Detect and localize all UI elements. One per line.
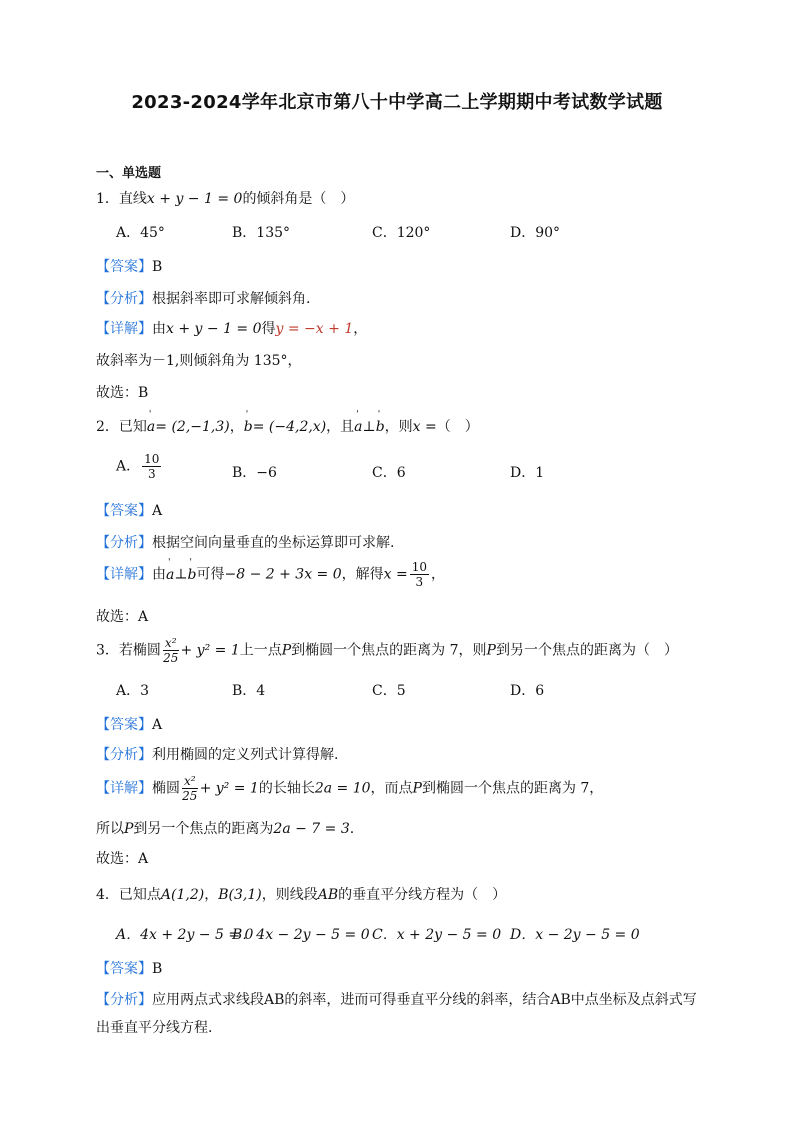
question-number: 1． [96, 191, 119, 207]
q4-option-c: C．x + 2y − 5 = 0 [372, 927, 502, 943]
q2-option-d: D．1 [510, 465, 545, 481]
q1-option-b: B．135° [232, 225, 291, 241]
question-number: 2． [96, 419, 119, 435]
q1-option-c: C．120° [372, 225, 431, 241]
q2-option-b: B．−6 [232, 465, 277, 481]
q4-option-b: B．4x − 2y − 5 = 0 [232, 927, 370, 943]
question-3-stem: 3．若椭圆 $\frac{\text{x²}}{25}$ + y² = 1上一点P到椭圆一个焦点的距离为 7，则P到另一个焦点的距离为（ ） [96, 636, 678, 665]
q1-detail: 【详解】由x + y − 1 = 0得y = −x + 1， [96, 321, 368, 337]
q4-option-a: A．4x + 2y − 5 = 0 [116, 927, 254, 943]
q2-analysis: 【分析】根据空间向量垂直的坐标运算即可求解. [96, 535, 395, 551]
q3-option-d: D．6 [510, 683, 545, 699]
question-number: 4． [96, 887, 119, 903]
q2-option-a: A． $\frac{10}{3}$ [116, 452, 160, 481]
q2-option-c: C．6 [372, 465, 406, 481]
document-title: 2023-2024学年北京市第八十中学高二上学期期中考试数学试题 [131, 92, 663, 113]
math-expression: x + y − 1 = 0 [146, 191, 243, 207]
q1-detail-line2: 故斜率为－1,则倾斜角为 135°， [96, 353, 302, 369]
q3-answer: 【答案】A [96, 717, 163, 733]
q4-answer: 【答案】B [96, 961, 163, 977]
q3-detail-line2: 所以P到另一个焦点的距离为2a − 7 = 3. [96, 821, 355, 837]
q1-answer: 【答案】B [96, 259, 163, 275]
q1-option-d: D．90° [510, 225, 561, 241]
q3-option-b: B．4 [232, 683, 266, 699]
q3-analysis: 【分析】利用椭圆的定义列式计算得解. [96, 747, 339, 763]
q2-detail: 【详解】由' a⊥' b可得−8 − 2 + 3x = 0，解得x = $\frac{10}{3}$ ， [96, 560, 445, 589]
q2-conclusion: 故选：A [96, 609, 149, 625]
q3-option-a: A．3 [116, 683, 150, 699]
q3-detail: 【详解】椭圆 $\frac{\text{x²}}{25}$ + y² = 1的长轴长2a = 10，而点P到椭圆一个焦点的距离为 7， [96, 774, 604, 803]
q4-analysis: 【分析】应用两点式求线段AB的斜率，进而可得垂直平分线的斜率，结合AB中点坐标及点斜式写出垂直平分线方程. [96, 992, 697, 1036]
question-1-stem: 1．直线x + y − 1 = 0的倾斜角是（ ） [96, 191, 355, 207]
q4-option-d: D．x − 2y − 5 = 0 [510, 927, 640, 943]
question-4-stem: 4．已知点A(1,2)，B(3,1)，则线段AB的垂直平分线方程为（ ） [96, 887, 507, 903]
q1-option-a: A．45° [116, 225, 165, 241]
q3-option-c: C．5 [372, 683, 406, 699]
q3-conclusion: 故选：A [96, 851, 149, 867]
section-heading: 一、单选题 [96, 166, 162, 181]
question-number: 3． [96, 642, 119, 659]
question-2-stem: 2．已知' a= (2,−1,3)，' b= (−4,2,x)，且' a⊥' b，则x =（ ） [96, 416, 479, 436]
q2-answer: 【答案】A [96, 503, 163, 519]
q1-analysis: 【分析】根据斜率即可求解倾斜角. [96, 291, 311, 307]
q1-conclusion: 故选：B [96, 385, 149, 401]
